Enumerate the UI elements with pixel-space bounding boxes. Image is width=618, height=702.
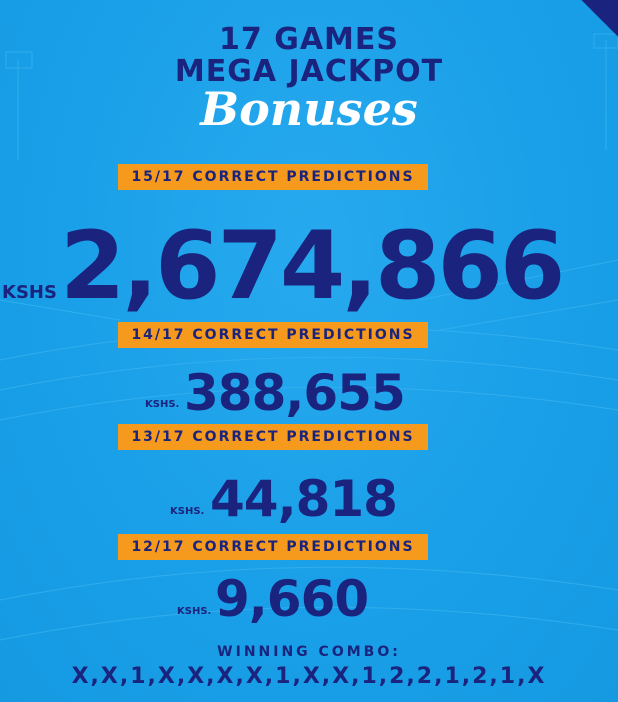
tier-13-amount: 44,818 xyxy=(210,470,397,528)
title-script: Bonuses xyxy=(200,82,418,136)
tier-14-amount: 388,655 xyxy=(184,364,405,422)
tier-13-label: 13/17 CORRECT PREDICTIONS xyxy=(118,424,428,450)
tier-14-label: 14/17 CORRECT PREDICTIONS xyxy=(118,322,428,348)
tier-12-amount: 9,660 xyxy=(215,570,369,628)
winning-combo-value: X,X,1,X,X,X,X,1,X,X,1,2,2,1,2,1,X xyxy=(71,664,547,689)
tier-15-label: 15/17 CORRECT PREDICTIONS xyxy=(118,164,428,190)
tier-15-amount: 2,674,866 xyxy=(60,212,563,321)
tier-12-label: 12/17 CORRECT PREDICTIONS xyxy=(118,534,428,560)
tier-14-currency: KSHS. xyxy=(145,399,180,410)
winning-combo-label: WINNING COMBO: xyxy=(217,644,401,660)
tier-12-currency: KSHS. xyxy=(177,606,212,617)
title-line-2: MEGA JACKPOT xyxy=(174,54,444,89)
title-line-1: 17 GAMES xyxy=(219,22,399,57)
tier-13-currency: KSHS. xyxy=(170,506,205,517)
tier-15-currency: KSHS xyxy=(2,282,57,303)
